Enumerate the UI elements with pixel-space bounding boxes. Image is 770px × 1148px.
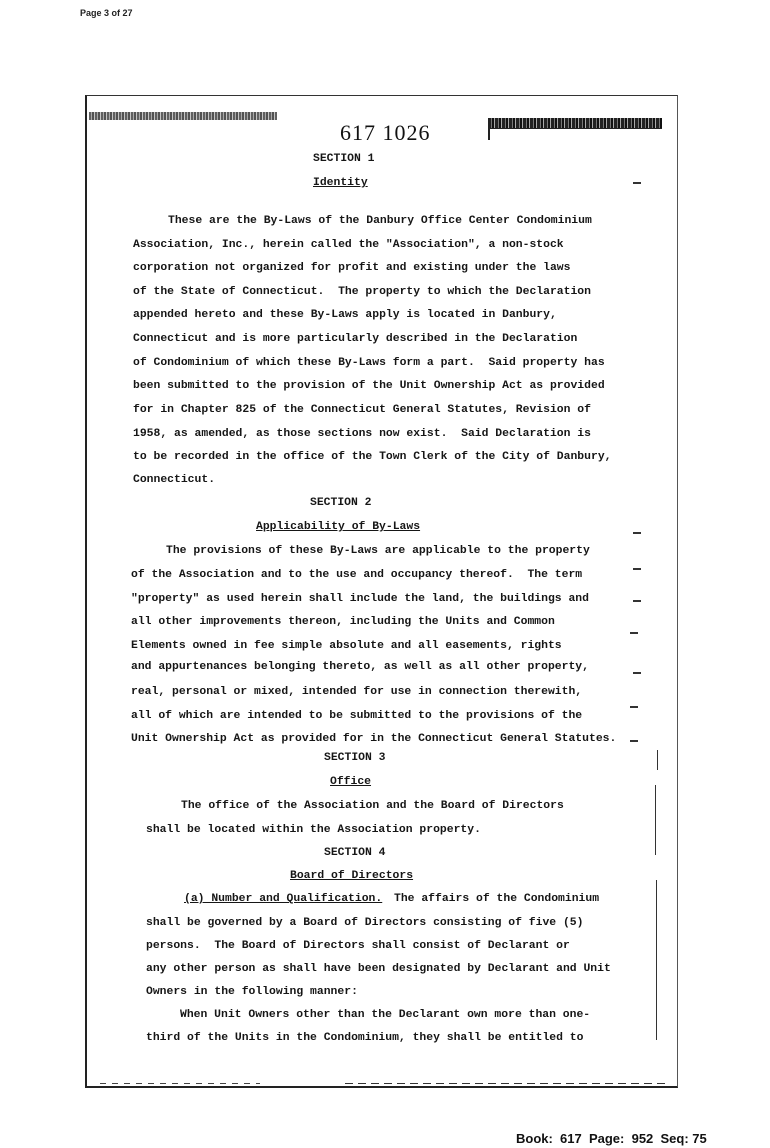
page-label: Page 3 of 27: [80, 8, 133, 18]
s3-line: shall be located within the Association property.: [146, 824, 481, 836]
s2-line: Elements owned in fee simple absolute and all easements, rights: [131, 640, 562, 652]
s1-line: corporation not organized for profit and existing under the laws: [133, 262, 571, 274]
s4-line: The affairs of the Condominium: [394, 893, 600, 905]
scan-noise-left: [89, 112, 277, 120]
s1-line: Association, Inc., herein called the "Association", a non-stock: [133, 239, 564, 251]
s1-line: been submitted to the provision of the Unit Ownership Act as provided: [133, 380, 605, 392]
s1-line: appended hereto and these By-Laws apply is located in Danbury,: [133, 309, 557, 321]
margin-dash: [630, 740, 638, 742]
s1-line: of Condominium of which these By-Laws form a part. Said property has: [133, 357, 605, 369]
s4-line: shall be governed by a Board of Directors consisting of five (5): [146, 917, 584, 929]
s4-sublabel: (a) Number and Qualification.: [184, 893, 383, 905]
margin-rule: [657, 750, 658, 770]
s1-line: These are the By-Laws of the Danbury Office Center Condominium: [168, 215, 592, 227]
s4-line: any other person as shall have been designated by Declarant and Unit: [146, 963, 611, 975]
s4-line: persons. The Board of Directors shall consist of Declarant or: [146, 940, 570, 952]
margin-rule: [656, 880, 657, 1040]
scan-noise-tick: [488, 118, 490, 140]
s1-line: Connecticut and is more particularly described in the Declaration: [133, 333, 578, 345]
s2-line: real, personal or mixed, intended for use in connection therewith,: [131, 686, 583, 698]
s1-line: 1958, as amended, as those sections now exist. Said Declaration is: [133, 428, 591, 440]
s2-line: of the Association and to the use and occupancy thereof. The term: [131, 569, 583, 581]
dash-segment: [345, 1083, 665, 1084]
section-1-title: SECTION 1: [313, 153, 375, 165]
dash-segment: [100, 1083, 260, 1084]
s2-line: The provisions of these By-Laws are applicable to the property: [166, 545, 590, 557]
s2-line: Unit Ownership Act as provided for in the Connecticut General Statutes.: [131, 733, 617, 745]
section-4-title: SECTION 4: [324, 847, 386, 859]
s2-line: "property" as used herein shall include the land, the buildings and: [131, 593, 589, 605]
s4-line: When Unit Owners other than the Declarant own more than one-: [180, 1009, 591, 1021]
section-4-heading: Board of Directors: [290, 870, 414, 882]
s4-line: Owners in the following manner:: [146, 986, 358, 998]
margin-dash: [633, 600, 641, 602]
section-3-title: SECTION 3: [324, 752, 386, 764]
margin-dash: [633, 532, 641, 534]
margin-dash: [630, 706, 638, 708]
s2-line: all of which are intended to be submitted to the provisions of the: [131, 710, 583, 722]
margin-dash: [633, 568, 641, 570]
s2-line: all other improvements thereon, including the Units and Common: [131, 616, 555, 628]
s3-line: The office of the Association and the Board of Directors: [181, 800, 564, 812]
s2-line: and appurtenances belonging thereto, as well as all other property,: [131, 661, 589, 673]
section-2-heading: Applicability of By-Laws: [256, 521, 421, 533]
margin-dash: [633, 672, 641, 674]
s1-line: of the State of Connecticut. The property to which the Declaration: [133, 286, 591, 298]
book-page-stamp: 617 1026: [340, 120, 431, 145]
margin-rule: [655, 785, 656, 855]
section-2-title: SECTION 2: [310, 497, 372, 509]
s4-line: third of the Units in the Condominium, they shall be entitled to: [146, 1032, 584, 1044]
margin-dash: [630, 632, 638, 634]
margin-dash: [633, 182, 641, 184]
section-3-heading: Office: [330, 776, 372, 788]
s1-line: Connecticut.: [133, 474, 216, 486]
s1-line: to be recorded in the office of the Town Clerk of the City of Danbury,: [133, 451, 612, 463]
scan-noise-right: [488, 118, 662, 129]
s1-line: for in Chapter 825 of the Connecticut General Statutes, Revision of: [133, 404, 591, 416]
footer-book-page-seq: Book: 617 Page: 952 Seq: 75: [516, 1131, 707, 1146]
section-1-heading: Identity: [313, 177, 368, 189]
